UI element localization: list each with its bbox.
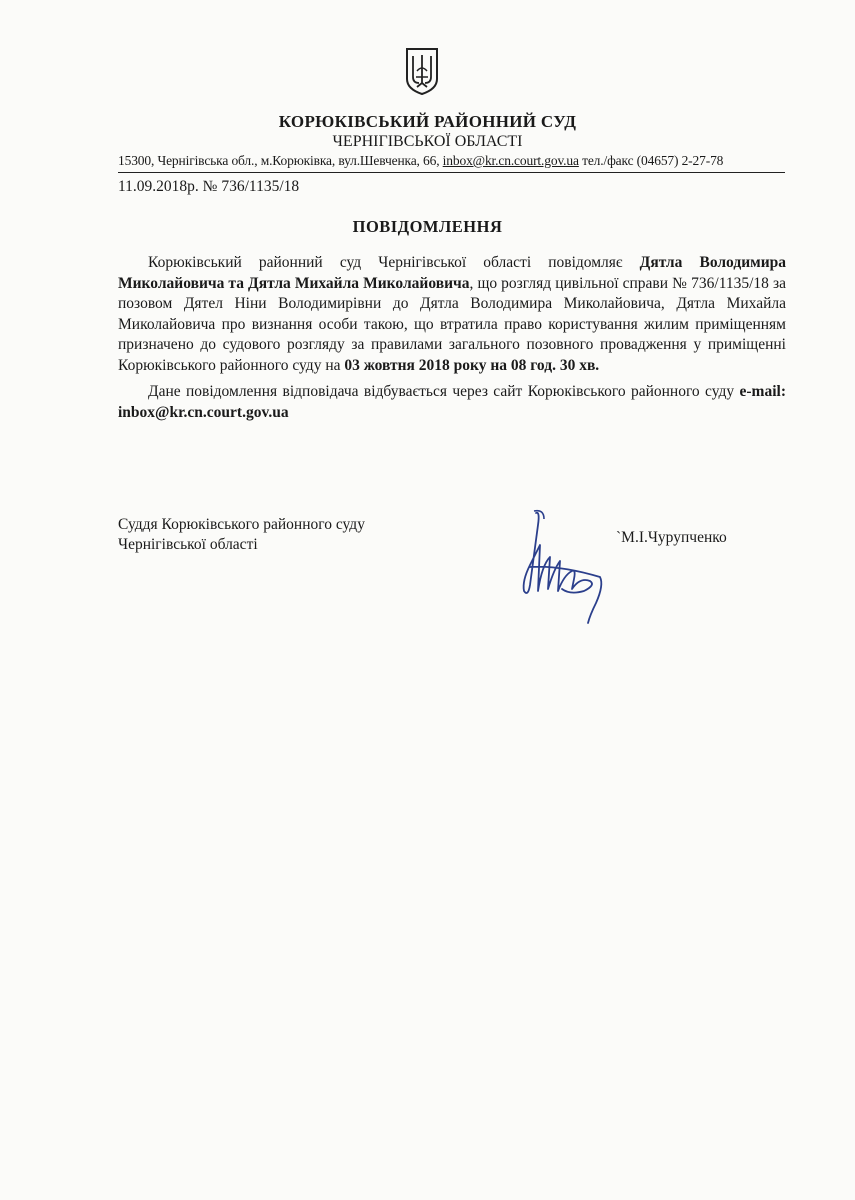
judge-name: `М.І.Чурупченко xyxy=(616,529,727,546)
court-phone: тел./факс (04657) 2-27-78 xyxy=(578,153,724,168)
p2-text: Дане повідомлення відповідача відбувається через сайт Корюківського районного суду xyxy=(148,383,740,400)
judge-role-line-1: Суддя Корюківського районного суду xyxy=(118,516,365,533)
notice-body xyxy=(118,253,786,423)
court-region: ЧЕРНІГІВСЬКОЇ ОБЛАСТІ xyxy=(332,133,523,150)
p2-email: e-mail: inbox@kr.cn.court.gov.ua xyxy=(118,383,786,421)
header-divider xyxy=(118,172,785,173)
address-text: 15300, Чернігівська обл., м.Корюківка, вул.Шевченка, 66, xyxy=(118,153,443,168)
judge-role-line-2: Чернігівської області xyxy=(118,536,258,553)
p1-intro: Корюківський районний суд Чернігівської області повідомляє xyxy=(148,254,640,271)
p1-defendants: Дятла Володимира Миколайовича та Дятла Михайла Миколайовича xyxy=(118,254,786,292)
court-address-line xyxy=(118,153,788,169)
document-reference: 11.09.2018р. № 736/1135/18 xyxy=(118,178,300,195)
notice-paragraph-1 xyxy=(118,253,786,376)
p1-details: , що розгляд цивільної справи № 736/1135/18 за позовом Дятел Ніни Володимирівни до Дятла Володимира Миколайовича, Дятла Михайла Миколайовича про визнання особи такою, що втратила право користування жилим приміщенням призначено до судового розгляду за правилами загального позовного провадження у приміщенні Корюківського районного суду на xyxy=(118,274,786,374)
document-title: ПОВІДОМЛЕННЯ xyxy=(352,217,503,236)
notice-paragraph-2 xyxy=(118,382,786,423)
judge-role xyxy=(118,515,365,555)
handwritten-signature-icon xyxy=(500,505,610,625)
ukraine-trident-emblem-icon xyxy=(405,47,439,95)
court-email-link[interactable]: inbox@kr.cn.court.gov.ua xyxy=(442,153,579,168)
p1-hearing-date: 03 жовтня 2018 року на 08 год. 30 хв. xyxy=(344,356,600,374)
court-name: КОРЮКІВСЬКИЙ РАЙОННИЙ СУД xyxy=(278,112,577,131)
